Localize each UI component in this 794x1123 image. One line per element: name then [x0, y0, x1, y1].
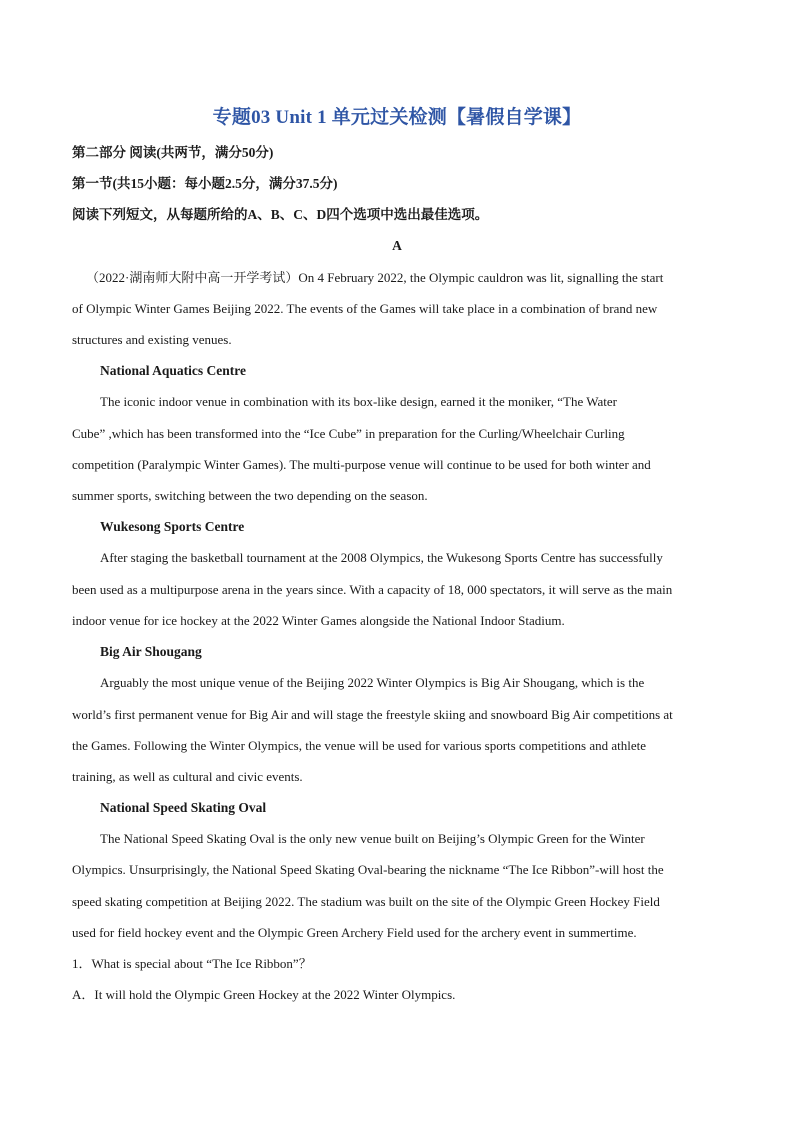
question-option-a[interactable]: A．It will hold the Olympic Green Hockey at the 2022 Winter Olympics. [72, 987, 456, 1002]
venue-paragraph-line: After staging the basketball tournament at the 2008 Olympics, the Wukesong Sports Centre has successfully [100, 550, 663, 565]
section-sub-heading: 第一节(共15小题：每小题2.5分，满分37.5分) [72, 176, 338, 191]
venue-paragraph-line: The iconic indoor venue in combination with its box-like design, earned it the moniker, “The Water [100, 394, 617, 409]
venue-paragraph-line: Arguably the most unique venue of the Beijing 2022 Winter Olympics is Big Air Shougang, which is the [100, 675, 645, 690]
venue-paragraph-line: the Games. Following the Winter Olympics, the venue will be used for various sports competitions and athlete [72, 738, 647, 753]
venue-paragraph-line: used for field hockey event and the Olympic Green Archery Field used for the archery event in summertime. [72, 925, 637, 940]
venue-heading: Wukesong Sports Centre [100, 519, 245, 534]
intro-line: structures and existing venues. [72, 332, 232, 347]
venue-paragraph-line: been used as a multipurpose arena in the years since. With a capacity of 18, 000 spectators, it will serve as the main [72, 582, 673, 597]
venue-paragraph-line: training, as well as cultural and civic events. [72, 769, 303, 784]
venue-paragraph-line: indoor venue for ice hockey at the 2022 Winter Games alongside the National Indoor Stadium. [72, 613, 565, 628]
passage-label: A [392, 238, 402, 253]
section-part-heading: 第二部分 阅读(共两节，满分50分) [72, 145, 274, 160]
venue-paragraph-line: world’s first permanent venue for Big Air and will stage the freestyle skiing and snowboard Big Air competitions at [72, 707, 673, 722]
venue-paragraph-line: summer sports, switching between the two depending on the season. [72, 488, 428, 503]
intro-line: of Olympic Winter Games Beijing 2022. The events of the Games will take place in a combination of brand new [72, 301, 658, 316]
question-stem: 1．What is special about “The Ice Ribbon”？ [72, 956, 312, 971]
page-title: 专题03 Unit 1 单元过关检测【暑假自学课】 [212, 107, 582, 128]
intro-line: （2022·湖南师大附中高一开学考试）On 4 February 2022, the Olympic cauldron was lit, signalling the start [86, 270, 664, 285]
venue-paragraph-line: speed skating competition at Beijing 2022. The stadium was built on the site of the Olympic Green Hockey Field [72, 894, 660, 909]
venue-paragraph-line: Olympics. Unsurprisingly, the National Speed Skating Oval-bearing the nickname “The Ice Ribbon”-will host the [72, 862, 664, 877]
venue-paragraph-line: Cube” ,which has been transformed into the “Ice Cube” in preparation for the Curling/Wheelchair Curling [72, 426, 625, 441]
venue-heading: National Aquatics Centre [100, 363, 247, 378]
venue-paragraph-line: The National Speed Skating Oval is the only new venue built on Beijing’s Olympic Green for the Winter [100, 831, 645, 846]
venue-paragraph-line: competition (Paralympic Winter Games). The multi-purpose venue will continue to be used for both winter and [72, 457, 651, 472]
instruction-text: 阅读下列短文，从每题所给的A、B、C、D四个选项中选出最佳选项。 [72, 207, 489, 222]
venue-heading: Big Air Shougang [100, 644, 202, 659]
venue-heading: National Speed Skating Oval [100, 800, 267, 815]
